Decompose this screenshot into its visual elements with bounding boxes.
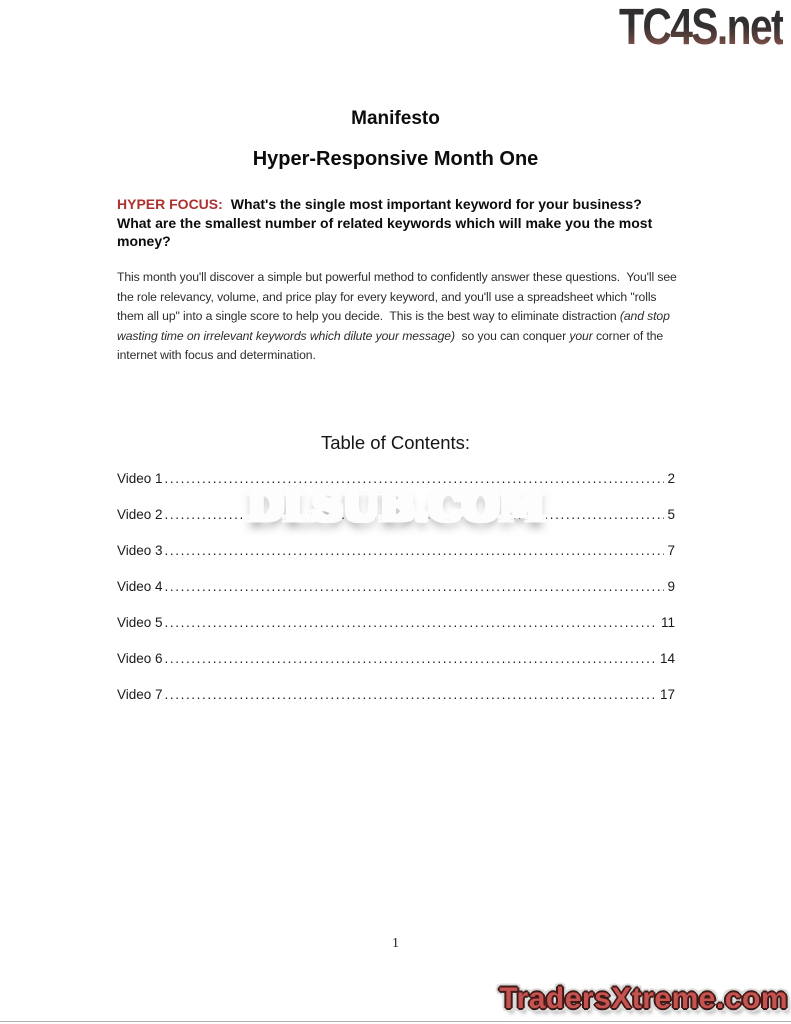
toc-dot-leader xyxy=(165,615,658,630)
intro-paragraph xyxy=(117,268,683,366)
toc-entry-page[interactable]: 9 xyxy=(667,579,675,594)
toc-entry-label[interactable]: Video 2 xyxy=(117,507,163,522)
toc-entry-page[interactable]: 7 xyxy=(667,543,675,558)
toc-entry-page[interactable]: 5 xyxy=(667,507,675,522)
toc-entry-label[interactable]: Video 4 xyxy=(117,579,163,594)
document-subtitle: Hyper-Responsive Month One xyxy=(252,148,539,170)
document-title: Manifesto xyxy=(351,108,440,129)
toc-entry-page[interactable]: 17 xyxy=(659,687,675,702)
toc-entry-page[interactable]: 11 xyxy=(660,615,675,630)
toc-entry-page[interactable]: 14 xyxy=(659,651,675,666)
hyper-focus-paragraph xyxy=(117,195,669,251)
toc-dot-leader xyxy=(165,687,657,702)
toc-dot-leader xyxy=(165,543,665,558)
toc-entry-label[interactable]: Video 7 xyxy=(117,687,163,702)
toc-row-video-1[interactable] xyxy=(117,450,675,486)
page-bottom-edge xyxy=(0,1021,791,1022)
intro-italic-2: your xyxy=(569,328,593,343)
toc-heading: Table of Contents: xyxy=(320,432,471,453)
toc-entry-page[interactable]: 2 xyxy=(667,471,675,486)
tradersxtreme-logo[interactable]: TradersXtreme.com xyxy=(499,982,788,1015)
toc-row-video-4[interactable] xyxy=(117,558,675,594)
toc-entry-label[interactable]: Video 3 xyxy=(117,543,163,558)
toc-dot-leader xyxy=(165,651,657,666)
intro-text-1: This month you'll discover a simple but powerful method to confidently answer these questions. You'll see the role relevancy, volume, and price play for every keyword, and you'll use a spreadsheet which "rolls them all up" into a single score to help you decide. This is the best way to eliminate distraction xyxy=(117,270,681,323)
toc-row-video-5[interactable] xyxy=(117,594,675,630)
page-number: 1 xyxy=(392,936,399,951)
dlsub-watermark[interactable]: DLSUB.COM xyxy=(246,482,545,530)
toc-dot-leader xyxy=(165,579,665,594)
toc-row-video-7[interactable] xyxy=(117,666,675,702)
hyper-focus-text: What's the single most important keyword for your business? What are the smallest number of related keywords which will make you the most money? xyxy=(117,196,657,249)
toc-entry-label[interactable]: Video 1 xyxy=(117,471,163,486)
tc4s-logo[interactable]: TC4S.net xyxy=(618,0,783,55)
toc-entry-label[interactable]: Video 6 xyxy=(117,651,163,666)
toc-row-video-6[interactable] xyxy=(117,630,675,666)
toc-entry-label[interactable]: Video 5 xyxy=(117,615,163,630)
intro-text-2: so you can conquer xyxy=(454,328,570,343)
hyper-focus-label: HYPER FOCUS: xyxy=(117,196,223,212)
intro-text-3: corner of the internet with focus and determination. xyxy=(117,328,667,362)
intro-italic-1: (and stop wasting time on irrelevant keywords which dilute your message) xyxy=(117,309,674,343)
